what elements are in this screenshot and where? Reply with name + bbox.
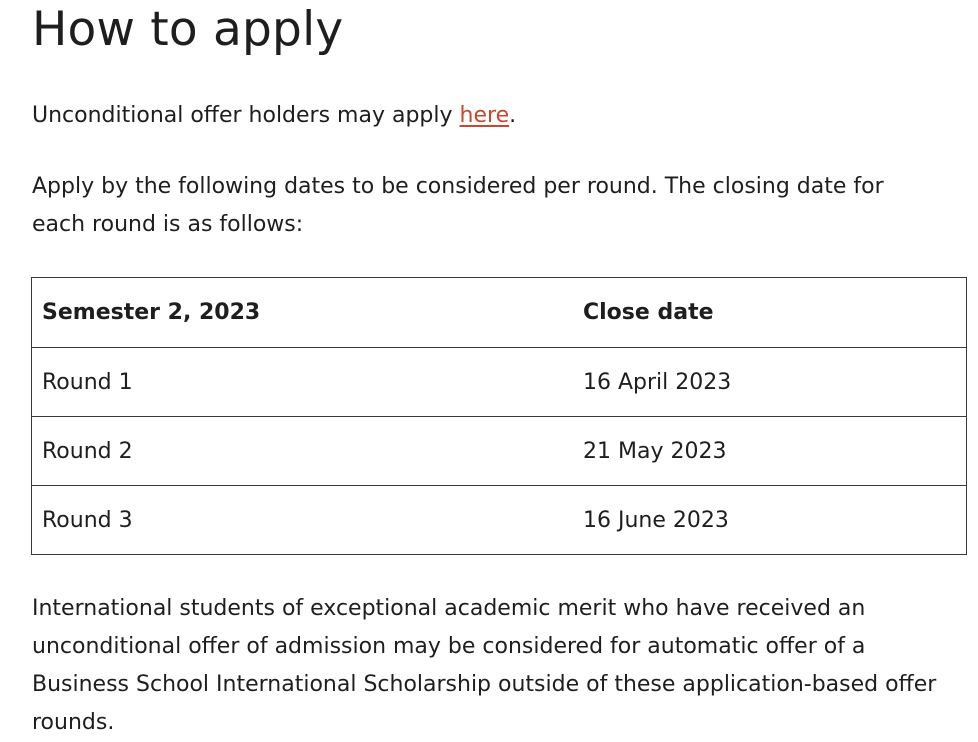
semester-header: Semester 2, 2023 bbox=[32, 278, 574, 348]
dates-paragraph: Apply by the following dates to be considered per round. The closing date for each round is as follows: bbox=[32, 174, 884, 237]
close-dates-table bbox=[31, 277, 967, 555]
intro-end: . bbox=[509, 103, 517, 128]
round-cell: Round 1 bbox=[32, 348, 574, 417]
scholarship-paragraph: International students of exceptional academic merit who have received an unconditional offer of admission may be considered for automatic offer of a Business School International Scholarship outside of these application-based offer rounds. bbox=[32, 596, 937, 735]
table-row bbox=[32, 486, 967, 555]
intro-paragraph bbox=[32, 97, 516, 135]
page-title: How to apply bbox=[32, 2, 344, 57]
table-row bbox=[32, 348, 967, 417]
round-cell: Round 3 bbox=[32, 486, 574, 555]
date-cell: 16 April 2023 bbox=[573, 348, 967, 417]
round-cell: Round 2 bbox=[32, 417, 574, 486]
intro-text: Unconditional offer holders may apply bbox=[32, 103, 460, 128]
table-row bbox=[32, 417, 967, 486]
date-cell: 21 May 2023 bbox=[573, 417, 967, 486]
close-date-header: Close date bbox=[573, 278, 967, 348]
date-cell: 16 June 2023 bbox=[573, 486, 967, 555]
apply-here-link[interactable]: here bbox=[459, 103, 510, 128]
table-header-row bbox=[32, 278, 967, 348]
